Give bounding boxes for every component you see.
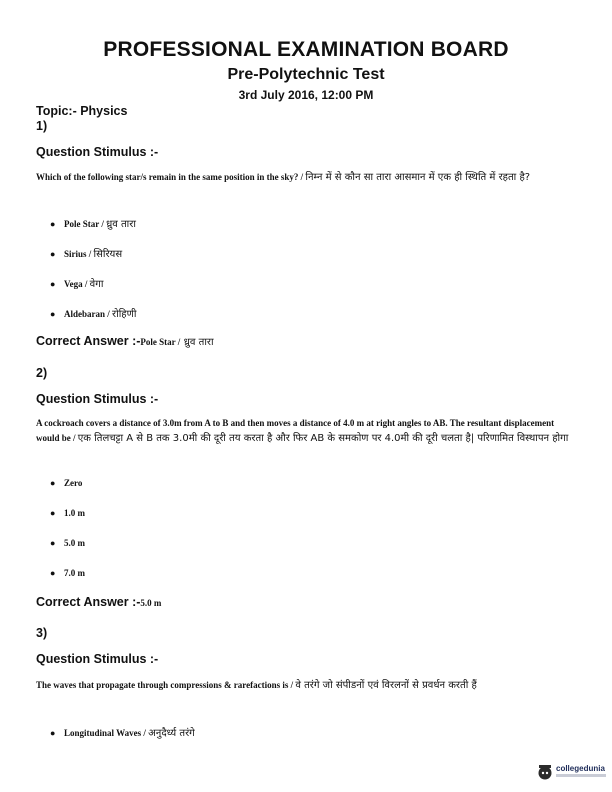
bullet-icon: ● <box>50 478 56 488</box>
correct-answer-label: Correct Answer :- <box>36 334 141 348</box>
option-text-en: Aldebaran / <box>64 309 110 319</box>
logo-brand-text: collegedunia <box>556 764 605 773</box>
option-item <box>50 276 103 290</box>
option-text-en: Vega / <box>64 279 88 289</box>
bullet-icon: ● <box>50 279 56 289</box>
question-text-en: A cockroach covers a distance of 3.0m from A to B and then moves a distance of 4.0 m at right angles to AB. The resultant displacement would be / <box>36 418 555 443</box>
board-title: PROFESSIONAL EXAMINATION BOARD <box>103 38 509 61</box>
option-text-hi: रोहिणी <box>112 309 137 320</box>
question-text <box>36 170 576 185</box>
option-item <box>50 538 85 548</box>
bullet-icon: ● <box>50 309 56 319</box>
test-name: Pre-Polytechnic Test <box>227 66 385 83</box>
option-text-en: Longitudinal Waves / <box>64 728 146 738</box>
option-text-en: 1.0 m <box>64 508 85 518</box>
bullet-icon: ● <box>50 568 56 578</box>
option-text-hi: ध्रुव तारा <box>106 219 136 230</box>
question-stimulus-label: Question Stimulus :- <box>36 652 159 666</box>
question-text <box>36 678 576 693</box>
bullet-icon: ● <box>50 508 56 518</box>
option-text-hi: सिरियस <box>93 249 123 260</box>
option-item <box>50 246 122 260</box>
correct-answer <box>36 334 214 348</box>
option-text-en: Zero <box>64 478 83 488</box>
correct-answer-en: Pole Star / <box>140 337 181 347</box>
option-text-hi: वेगा <box>89 279 104 290</box>
question-stimulus-label: Question Stimulus :- <box>36 145 159 159</box>
correct-answer-hi: ध्रुव तारा <box>183 337 214 348</box>
bullet-icon: ● <box>50 249 56 259</box>
option-item <box>50 725 195 739</box>
option-text-en: Pole Star / <box>64 219 104 229</box>
option-text-en: Sirius / <box>64 249 92 259</box>
exam-date: 3rd July 2016, 12:00 PM <box>238 88 374 102</box>
option-item <box>50 478 82 488</box>
option-text-hi: अनुदैर्ध्य तरंगे <box>148 728 195 739</box>
bullet-icon: ● <box>50 538 56 548</box>
question-text <box>36 416 576 446</box>
correct-answer-en: 5.0 m <box>140 598 162 608</box>
question-text-en: Which of the following star/s remain in the same position in the sky? / <box>36 172 304 182</box>
option-text-en: 5.0 m <box>64 538 85 548</box>
topic-heading: Topic:- Physics <box>36 104 128 118</box>
bullet-icon: ● <box>50 728 56 738</box>
question-text-hi: वे तरंगे जो संपीडनों एवं विरलनों से प्रवर्धन करती हैं <box>295 680 477 691</box>
question-text-hi: निम्न में से कौन सा तारा आसमान में एक ही स्थिति में रहता है? <box>305 172 531 183</box>
option-item <box>50 216 136 230</box>
option-item <box>50 568 85 578</box>
option-text-en: 7.0 m <box>64 568 85 578</box>
question-text-hi: एक तिलचट्टा A से B तक 3.0मी की दूरी तय करता है और फिर AB के समकोण पर 4.0मी की दूरी चलता है| परिणामित विस्थापन होगा <box>77 433 569 444</box>
option-item <box>50 508 85 518</box>
question-number: 2) <box>36 366 48 380</box>
question-stimulus-label: Question Stimulus :- <box>36 392 159 406</box>
bullet-icon: ● <box>50 219 56 229</box>
correct-answer-label: Correct Answer :- <box>36 595 141 609</box>
logo-mascot-icon <box>536 763 554 781</box>
correct-answer <box>36 595 161 609</box>
question-text-en: The waves that propagate through compressions & rarefactions is / <box>36 680 294 690</box>
option-item <box>50 306 136 320</box>
logo-tagline-bar <box>556 774 606 777</box>
collegedunia-logo <box>536 762 608 784</box>
question-number: 3) <box>36 626 48 640</box>
question-number: 1) <box>36 119 48 133</box>
